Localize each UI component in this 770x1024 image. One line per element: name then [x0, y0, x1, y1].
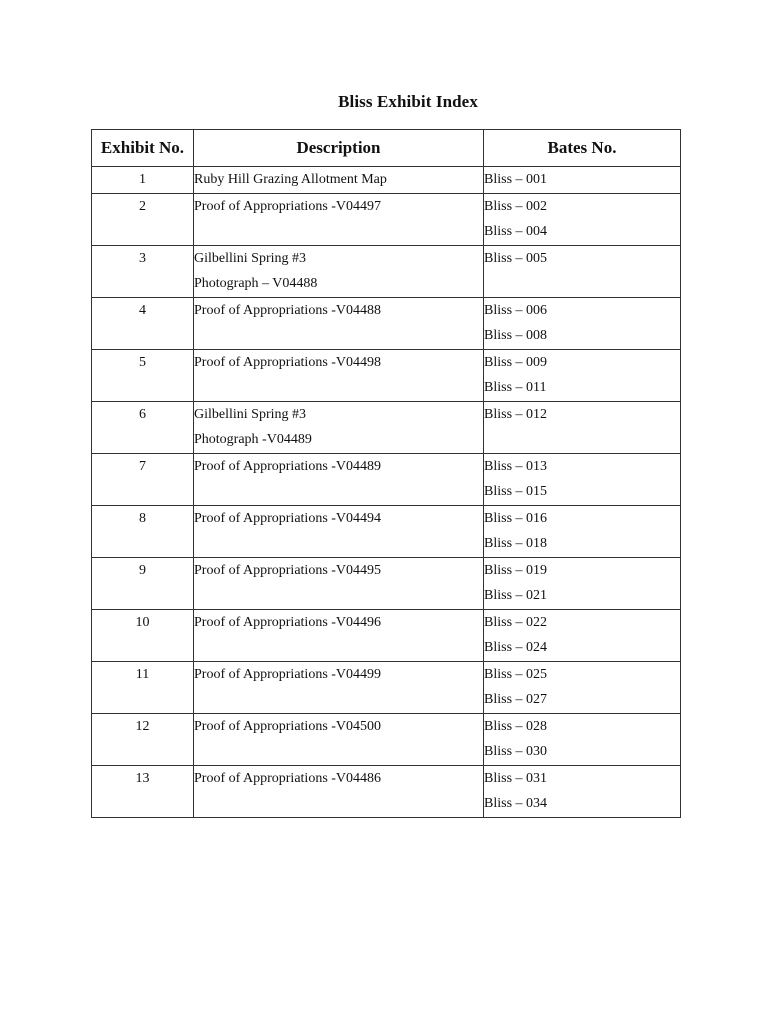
- bates-cell: [484, 453, 681, 505]
- table-row: [92, 609, 681, 661]
- table-row: [92, 557, 681, 609]
- exhibit-index-table: [91, 129, 681, 818]
- bates-line: Bliss – 030: [484, 744, 548, 759]
- description-line: Photograph -V04489: [194, 432, 312, 447]
- header-row: [92, 130, 681, 167]
- description-cell: [194, 713, 484, 765]
- bates-line: Bliss – 021: [484, 588, 548, 603]
- table-row: [92, 453, 681, 505]
- description-cell: [194, 609, 484, 661]
- bates-line: Bliss – 015: [484, 484, 548, 499]
- table-row: [92, 401, 681, 453]
- exhibit-number-cell: 3: [92, 245, 194, 297]
- table-row: [92, 765, 681, 817]
- bates-line: Bliss – 018: [484, 536, 548, 551]
- table-row: [92, 661, 681, 713]
- table-row: [92, 297, 681, 349]
- bates-cell: [484, 297, 681, 349]
- exhibit-number-cell: 8: [92, 505, 194, 557]
- description-line: Gilbellini Spring #3: [194, 250, 306, 266]
- description-line: Proof of Appropriations -V04496: [194, 614, 382, 630]
- description-line: Proof of Appropriations -V04497: [194, 198, 382, 214]
- bates-cell: [484, 505, 681, 557]
- bates-cell: [484, 661, 681, 713]
- bates-line: Bliss – 011: [484, 380, 547, 395]
- bates-cell: [484, 609, 681, 661]
- bates-cell: [484, 193, 681, 245]
- table-row: [92, 167, 681, 194]
- description-line: Photograph – V04488: [194, 276, 318, 291]
- description-line: Gilbellini Spring #3: [194, 406, 306, 422]
- bates-cell: [484, 167, 681, 194]
- bates-line: Bliss – 027: [484, 692, 548, 707]
- exhibit-number-cell: 13: [92, 765, 194, 817]
- bates-cell: [484, 713, 681, 765]
- description-cell: [194, 557, 484, 609]
- bates-cell: [484, 349, 681, 401]
- description-line: Proof of Appropriations -V04498: [194, 354, 382, 370]
- table-body: [92, 167, 681, 818]
- bates-cell: [484, 401, 681, 453]
- bates-cell: [484, 765, 681, 817]
- bates-line: Bliss – 002: [484, 198, 548, 214]
- exhibit-number-cell: 1: [92, 167, 194, 194]
- description-cell: [194, 193, 484, 245]
- description-line: Proof of Appropriations -V04499: [194, 666, 382, 682]
- exhibit-number-cell: 4: [92, 297, 194, 349]
- header-exhibit-no: Exhibit No.: [92, 130, 194, 167]
- bates-line: Bliss – 016: [484, 510, 548, 526]
- bates-line: Bliss – 004: [484, 224, 548, 239]
- bates-line: Bliss – 006: [484, 302, 548, 318]
- bates-cell: [484, 245, 681, 297]
- description-line: Proof of Appropriations -V04486: [194, 770, 382, 786]
- description-cell: [194, 765, 484, 817]
- description-cell: [194, 401, 484, 453]
- table-row: [92, 713, 681, 765]
- bates-line: Bliss – 028: [484, 718, 548, 734]
- exhibit-number-cell: 6: [92, 401, 194, 453]
- exhibit-number-cell: 10: [92, 609, 194, 661]
- exhibit-number-cell: 12: [92, 713, 194, 765]
- description-line: Proof of Appropriations -V04489: [194, 458, 382, 474]
- description-line: Proof of Appropriations -V04500: [194, 718, 382, 734]
- description-cell: [194, 245, 484, 297]
- page-title: Bliss Exhibit Index: [338, 92, 478, 111]
- description-line: Proof of Appropriations -V04488: [194, 302, 382, 318]
- bates-line: Bliss – 013: [484, 458, 548, 474]
- bates-line: Bliss – 012: [484, 406, 548, 422]
- description-line: Proof of Appropriations -V04494: [194, 510, 382, 526]
- header-description: Description: [194, 130, 484, 167]
- table-header: [92, 130, 681, 167]
- bates-cell: [484, 557, 681, 609]
- exhibit-number-cell: 9: [92, 557, 194, 609]
- description-cell: [194, 505, 484, 557]
- table-row: [92, 505, 681, 557]
- header-bates-no: Bates No.: [484, 130, 681, 167]
- bates-line: Bliss – 005: [484, 250, 548, 266]
- bates-line: Bliss – 009: [484, 354, 548, 370]
- bates-line: Bliss – 025: [484, 666, 548, 682]
- table-row: [92, 245, 681, 297]
- bates-line: Bliss – 001: [484, 172, 548, 187]
- description-cell: [194, 297, 484, 349]
- exhibit-number-cell: 5: [92, 349, 194, 401]
- table-row: [92, 193, 681, 245]
- description-cell: [194, 349, 484, 401]
- table-row: [92, 349, 681, 401]
- description-cell: [194, 453, 484, 505]
- bates-line: Bliss – 024: [484, 640, 548, 655]
- exhibit-number-cell: 11: [92, 661, 194, 713]
- bates-line: Bliss – 008: [484, 328, 548, 343]
- exhibit-number-cell: 2: [92, 193, 194, 245]
- description-cell: [194, 661, 484, 713]
- bates-line: Bliss – 034: [484, 796, 548, 811]
- description-line: Proof of Appropriations -V04495: [194, 562, 382, 578]
- exhibit-number-cell: 7: [92, 453, 194, 505]
- bates-line: Bliss – 019: [484, 562, 548, 578]
- description-cell: [194, 167, 484, 194]
- bates-line: Bliss – 031: [484, 770, 548, 786]
- description-line: Ruby Hill Grazing Allotment Map: [194, 172, 387, 187]
- bates-line: Bliss – 022: [484, 614, 548, 630]
